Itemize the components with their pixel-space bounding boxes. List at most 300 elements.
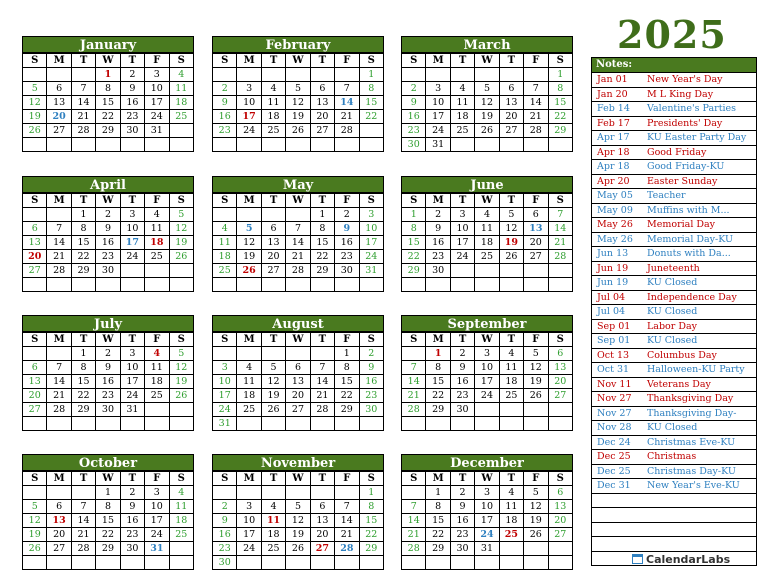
day-cell: 4 xyxy=(450,82,474,96)
day-cell xyxy=(499,68,523,82)
day-cell: 28 xyxy=(402,403,426,417)
day-cell: 22 xyxy=(310,250,334,264)
note-row xyxy=(592,73,756,88)
day-cell: 22 xyxy=(71,250,95,264)
note-date: Jun 19 xyxy=(597,262,629,274)
day-cell: 30 xyxy=(426,264,450,278)
day-cell: 13 xyxy=(499,96,523,110)
day-cell xyxy=(426,278,450,292)
weekday-header: F xyxy=(335,472,359,486)
day-cell: 12 xyxy=(286,514,310,528)
day-cell xyxy=(524,264,548,278)
day-cell: 9 xyxy=(450,361,474,375)
weekday-header: M xyxy=(47,333,71,347)
day-cell xyxy=(475,556,499,570)
day-cell: 17 xyxy=(359,236,383,250)
day-cell xyxy=(261,138,285,152)
month-title: May xyxy=(212,176,384,193)
day-cell xyxy=(47,347,71,361)
day-cell: 14 xyxy=(47,375,71,389)
day-cell: 18 xyxy=(237,389,261,403)
day-cell: 14 xyxy=(335,96,359,110)
day-cell xyxy=(310,138,334,152)
day-cell xyxy=(499,417,523,431)
note-row xyxy=(592,218,756,233)
day-cell: 20 xyxy=(261,250,285,264)
day-cell: 20 xyxy=(286,389,310,403)
day-cell: 16 xyxy=(120,96,144,110)
day-cell: 7 xyxy=(524,82,548,96)
day-cell: 29 xyxy=(548,124,572,138)
note-date: Feb 17 xyxy=(597,117,630,129)
day-cell xyxy=(23,486,47,500)
day-cell: 23 xyxy=(402,124,426,138)
day-cell: 24 xyxy=(450,250,474,264)
day-cell: 27 xyxy=(524,250,548,264)
weekday-header: T xyxy=(310,54,334,68)
day-cell: 27 xyxy=(23,403,47,417)
month-march xyxy=(401,36,573,152)
weekday-header: W xyxy=(475,333,499,347)
day-cell: 11 xyxy=(475,222,499,236)
day-cell xyxy=(310,68,334,82)
day-cell xyxy=(169,138,193,152)
day-cell: 10 xyxy=(120,222,144,236)
day-cell: 1 xyxy=(548,68,572,82)
day-cell: 9 xyxy=(426,222,450,236)
month-table xyxy=(22,193,194,292)
weekday-header: S xyxy=(402,194,426,208)
note-text: New Year's Eve-KU xyxy=(647,480,740,491)
day-cell: 28 xyxy=(548,250,572,264)
month-title: September xyxy=(401,315,573,332)
weekday-header: S xyxy=(548,333,572,347)
day-cell xyxy=(23,68,47,82)
day-cell: 13 xyxy=(47,514,71,528)
day-cell: 5 xyxy=(169,347,193,361)
day-cell: 9 xyxy=(402,96,426,110)
day-cell xyxy=(237,68,261,82)
day-cell: 6 xyxy=(23,222,47,236)
day-cell: 10 xyxy=(359,222,383,236)
note-text: Good Friday xyxy=(647,146,707,158)
day-cell xyxy=(286,208,310,222)
day-cell: 11 xyxy=(499,500,523,514)
day-cell: 18 xyxy=(145,236,169,250)
day-cell: 1 xyxy=(96,68,120,82)
day-cell: 1 xyxy=(359,68,383,82)
day-cell: 30 xyxy=(359,403,383,417)
day-cell: 15 xyxy=(335,375,359,389)
day-cell: 8 xyxy=(548,82,572,96)
day-cell: 26 xyxy=(23,542,47,556)
note-row xyxy=(592,262,756,277)
day-cell xyxy=(402,556,426,570)
day-cell xyxy=(169,556,193,570)
note-date: Jul 04 xyxy=(597,291,626,303)
day-cell xyxy=(450,278,474,292)
day-cell: 10 xyxy=(120,361,144,375)
month-table xyxy=(212,193,384,292)
day-cell xyxy=(71,138,95,152)
weekday-header: F xyxy=(335,333,359,347)
day-cell: 23 xyxy=(213,124,237,138)
weekday-header: S xyxy=(23,333,47,347)
day-cell: 12 xyxy=(23,96,47,110)
day-cell: 10 xyxy=(213,375,237,389)
day-cell: 9 xyxy=(96,222,120,236)
note-date: Dec 31 xyxy=(597,480,631,491)
month-title: August xyxy=(212,315,384,332)
day-cell: 15 xyxy=(426,375,450,389)
weekday-header: F xyxy=(524,472,548,486)
note-text: New Year's Day xyxy=(647,74,723,85)
day-cell: 22 xyxy=(548,110,572,124)
day-cell xyxy=(286,417,310,431)
day-cell: 19 xyxy=(524,375,548,389)
note-row xyxy=(592,494,756,509)
note-date: Apr 18 xyxy=(597,161,630,172)
weekday-header: T xyxy=(261,333,285,347)
day-cell xyxy=(213,68,237,82)
day-cell: 7 xyxy=(402,361,426,375)
day-cell: 4 xyxy=(261,82,285,96)
weekday-header: S xyxy=(359,194,383,208)
day-cell xyxy=(286,68,310,82)
weekday-header: T xyxy=(499,333,523,347)
day-cell xyxy=(23,556,47,570)
day-cell xyxy=(23,347,47,361)
weekday-header: W xyxy=(475,472,499,486)
day-cell: 11 xyxy=(145,222,169,236)
day-cell: 5 xyxy=(475,82,499,96)
month-table xyxy=(212,53,384,152)
day-cell: 29 xyxy=(71,403,95,417)
day-cell xyxy=(120,264,144,278)
day-cell: 31 xyxy=(426,138,450,152)
notes-list xyxy=(592,73,756,565)
day-cell xyxy=(475,403,499,417)
weekday-header: M xyxy=(426,333,450,347)
month-july xyxy=(22,315,194,431)
note-row xyxy=(592,204,756,219)
day-cell: 24 xyxy=(475,389,499,403)
note-date: Apr 17 xyxy=(597,132,630,143)
day-cell: 22 xyxy=(96,528,120,542)
day-cell xyxy=(145,556,169,570)
weekday-header: W xyxy=(475,54,499,68)
day-cell xyxy=(426,556,450,570)
day-cell: 16 xyxy=(120,514,144,528)
day-cell xyxy=(335,417,359,431)
note-text: Columbus Day xyxy=(647,349,717,361)
note-row xyxy=(592,349,756,364)
day-cell: 6 xyxy=(499,82,523,96)
day-cell: 3 xyxy=(145,486,169,500)
day-cell xyxy=(169,278,193,292)
day-cell: 17 xyxy=(120,236,144,250)
day-cell: 18 xyxy=(475,236,499,250)
day-cell: 13 xyxy=(524,222,548,236)
note-row xyxy=(592,450,756,465)
day-cell: 23 xyxy=(120,110,144,124)
month-table xyxy=(401,53,573,152)
day-cell: 3 xyxy=(450,208,474,222)
day-cell: 3 xyxy=(475,486,499,500)
day-cell xyxy=(548,403,572,417)
weekday-header: S xyxy=(548,54,572,68)
note-text: Independence Day xyxy=(647,291,737,303)
day-cell xyxy=(23,138,47,152)
day-cell xyxy=(286,138,310,152)
day-cell: 22 xyxy=(359,528,383,542)
day-cell: 20 xyxy=(310,110,334,124)
day-cell: 16 xyxy=(402,110,426,124)
day-cell: 28 xyxy=(335,542,359,556)
day-cell: 22 xyxy=(426,528,450,542)
day-cell: 11 xyxy=(261,514,285,528)
day-cell xyxy=(120,138,144,152)
day-cell xyxy=(402,347,426,361)
note-text: Christmas Day-KU xyxy=(647,465,736,477)
day-cell xyxy=(359,124,383,138)
weekday-header: F xyxy=(145,194,169,208)
day-cell: 5 xyxy=(261,361,285,375)
note-date: Nov 27 xyxy=(597,393,632,404)
day-cell xyxy=(169,403,193,417)
day-cell: 15 xyxy=(359,514,383,528)
month-title: April xyxy=(22,176,194,193)
day-cell: 18 xyxy=(450,110,474,124)
note-row xyxy=(592,131,756,146)
day-cell xyxy=(402,68,426,82)
day-cell: 27 xyxy=(499,124,523,138)
day-cell: 12 xyxy=(261,375,285,389)
day-cell: 15 xyxy=(402,236,426,250)
day-cell xyxy=(47,556,71,570)
day-cell: 2 xyxy=(213,82,237,96)
weekday-header: F xyxy=(145,472,169,486)
day-cell: 15 xyxy=(71,375,95,389)
weekday-header: M xyxy=(47,54,71,68)
day-cell: 7 xyxy=(548,208,572,222)
day-cell: 10 xyxy=(426,96,450,110)
day-cell: 21 xyxy=(335,110,359,124)
day-cell xyxy=(47,68,71,82)
day-cell xyxy=(96,138,120,152)
month-november xyxy=(212,454,384,570)
weekday-header: F xyxy=(524,194,548,208)
weekday-header: W xyxy=(286,333,310,347)
day-cell: 28 xyxy=(310,403,334,417)
weekday-header: T xyxy=(499,54,523,68)
month-title: November xyxy=(212,454,384,471)
day-cell xyxy=(261,278,285,292)
day-cell: 5 xyxy=(237,222,261,236)
note-text: M L King Day xyxy=(647,88,714,100)
day-cell xyxy=(237,347,261,361)
day-cell: 30 xyxy=(450,403,474,417)
day-cell xyxy=(237,138,261,152)
day-cell: 9 xyxy=(359,361,383,375)
day-cell: 27 xyxy=(310,124,334,138)
day-cell: 28 xyxy=(335,124,359,138)
day-cell: 19 xyxy=(23,528,47,542)
day-cell xyxy=(548,138,572,152)
day-cell: 26 xyxy=(286,542,310,556)
day-cell: 3 xyxy=(426,82,450,96)
note-date: May 05 xyxy=(597,190,633,201)
month-june xyxy=(401,176,573,292)
day-cell: 9 xyxy=(335,222,359,236)
day-cell: 4 xyxy=(213,222,237,236)
weekday-header: W xyxy=(286,472,310,486)
note-date: Jan 01 xyxy=(597,74,628,85)
day-cell: 30 xyxy=(402,138,426,152)
day-cell: 31 xyxy=(145,124,169,138)
day-cell: 17 xyxy=(426,110,450,124)
day-cell: 8 xyxy=(359,82,383,96)
day-cell: 1 xyxy=(426,486,450,500)
weekday-header: S xyxy=(548,194,572,208)
day-cell xyxy=(47,278,71,292)
day-cell: 30 xyxy=(96,264,120,278)
day-cell: 22 xyxy=(426,389,450,403)
note-row xyxy=(592,378,756,393)
day-cell: 28 xyxy=(47,403,71,417)
day-cell: 22 xyxy=(96,110,120,124)
weekday-header: S xyxy=(213,472,237,486)
day-cell xyxy=(213,138,237,152)
note-date: Oct 13 xyxy=(597,349,630,361)
day-cell xyxy=(261,486,285,500)
day-cell: 25 xyxy=(169,528,193,542)
day-cell: 13 xyxy=(310,514,334,528)
weekday-header: W xyxy=(96,194,120,208)
day-cell: 19 xyxy=(237,250,261,264)
day-cell: 19 xyxy=(286,528,310,542)
note-text: KU Closed xyxy=(647,306,698,317)
weekday-header: T xyxy=(310,472,334,486)
weekday-header: T xyxy=(310,194,334,208)
day-cell: 6 xyxy=(548,347,572,361)
day-cell: 17 xyxy=(237,110,261,124)
day-cell: 2 xyxy=(402,82,426,96)
day-cell: 27 xyxy=(261,264,285,278)
weekday-header: M xyxy=(426,472,450,486)
day-cell: 2 xyxy=(96,208,120,222)
day-cell xyxy=(71,417,95,431)
day-cell xyxy=(548,542,572,556)
day-cell xyxy=(261,208,285,222)
day-cell: 26 xyxy=(499,250,523,264)
day-cell: 7 xyxy=(310,361,334,375)
month-table xyxy=(401,193,573,292)
day-cell xyxy=(402,278,426,292)
day-cell: 25 xyxy=(213,264,237,278)
day-cell: 11 xyxy=(499,361,523,375)
day-cell xyxy=(359,138,383,152)
day-cell: 11 xyxy=(237,375,261,389)
day-cell xyxy=(475,68,499,82)
day-cell: 27 xyxy=(286,403,310,417)
day-cell: 21 xyxy=(71,110,95,124)
note-text: Veterans Day xyxy=(647,378,711,390)
note-row xyxy=(592,102,756,117)
day-cell: 26 xyxy=(237,264,261,278)
day-cell: 10 xyxy=(475,500,499,514)
day-cell xyxy=(286,486,310,500)
day-cell: 30 xyxy=(335,264,359,278)
day-cell: 19 xyxy=(261,389,285,403)
weekday-header: T xyxy=(450,54,474,68)
weekday-header: S xyxy=(402,54,426,68)
calendar-icon xyxy=(632,554,643,564)
weekday-header: T xyxy=(120,472,144,486)
day-cell xyxy=(450,68,474,82)
day-cell: 20 xyxy=(47,110,71,124)
day-cell xyxy=(548,556,572,570)
day-cell: 18 xyxy=(169,514,193,528)
weekday-header: S xyxy=(402,472,426,486)
weekday-header: T xyxy=(450,472,474,486)
note-date: Nov 27 xyxy=(597,407,632,419)
day-cell: 15 xyxy=(426,514,450,528)
note-text: Muffins with M... xyxy=(647,204,730,216)
note-text: Easter Sunday xyxy=(647,175,718,187)
note-text: KU Closed xyxy=(647,277,698,288)
weekday-header: F xyxy=(524,333,548,347)
day-cell: 1 xyxy=(310,208,334,222)
day-cell: 2 xyxy=(450,347,474,361)
day-cell: 6 xyxy=(548,486,572,500)
note-date: Feb 14 xyxy=(597,103,630,114)
notes-panel xyxy=(591,57,757,566)
note-date: Sep 01 xyxy=(597,320,631,332)
day-cell: 13 xyxy=(286,375,310,389)
day-cell: 26 xyxy=(475,124,499,138)
day-cell: 26 xyxy=(169,250,193,264)
day-cell: 6 xyxy=(310,500,334,514)
day-cell: 14 xyxy=(402,514,426,528)
day-cell xyxy=(47,208,71,222)
month-table xyxy=(22,471,194,570)
day-cell: 21 xyxy=(335,528,359,542)
month-may xyxy=(212,176,384,292)
day-cell xyxy=(96,417,120,431)
day-cell xyxy=(71,486,95,500)
note-row xyxy=(592,320,756,335)
day-cell: 9 xyxy=(213,514,237,528)
day-cell: 28 xyxy=(524,124,548,138)
day-cell: 28 xyxy=(71,124,95,138)
day-cell: 21 xyxy=(548,236,572,250)
day-cell: 10 xyxy=(145,500,169,514)
day-cell: 29 xyxy=(426,403,450,417)
year-title: 2025 xyxy=(617,12,727,57)
day-cell xyxy=(359,278,383,292)
day-cell xyxy=(145,138,169,152)
day-cell: 18 xyxy=(213,250,237,264)
month-title: December xyxy=(401,454,573,471)
note-text: Good Friday-KU xyxy=(647,161,725,172)
day-cell xyxy=(286,556,310,570)
weekday-header: S xyxy=(23,194,47,208)
day-cell: 17 xyxy=(237,528,261,542)
day-cell: 25 xyxy=(450,124,474,138)
day-cell xyxy=(548,264,572,278)
day-cell: 17 xyxy=(450,236,474,250)
